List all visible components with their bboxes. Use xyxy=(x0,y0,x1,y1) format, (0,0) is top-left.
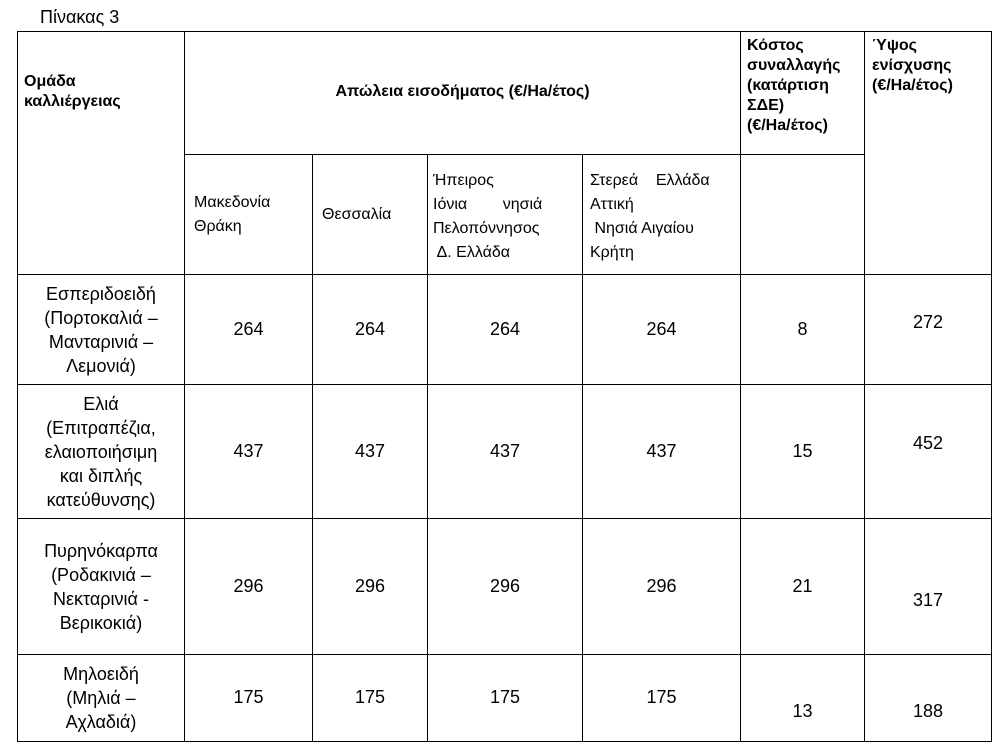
cell-value: 175 xyxy=(354,687,386,707)
header-region-sterea-crete: Στερεά Ελλάδα Αττική Νησιά Αιγαίου Κρήτη xyxy=(590,172,710,261)
header-crop-group: Ομάδα καλλιέργειας xyxy=(24,73,121,110)
row-group-stone-fruit: Πυρηνόκαρπα (Ροδακινιά – Νεκταρινιά - Βερικοκιά) xyxy=(44,540,158,633)
table-divider xyxy=(184,154,865,155)
cell-support: 452 xyxy=(912,433,944,453)
cell-support: 188 xyxy=(912,701,944,721)
row-group-pome-fruit: Μηλοειδή (Μηλιά – Αχλαδιά) xyxy=(63,664,139,732)
header-region-thessaly: Θεσσαλία xyxy=(322,206,392,223)
cell-value: 437 xyxy=(233,441,264,461)
table-border-top xyxy=(17,31,992,32)
cell-transaction-cost: 21 xyxy=(792,576,813,596)
cell-value: 437 xyxy=(646,441,677,461)
cell-transaction-cost: 13 xyxy=(792,701,813,721)
header-region-epirus-peloponnese: Ήπειρος Ιόνια νησιά Πελοπόννησος Δ. Ελλάδα xyxy=(433,172,543,261)
cell-value: 175 xyxy=(646,687,677,707)
cell-value: 264 xyxy=(646,319,677,339)
cell-transaction-cost: 15 xyxy=(792,441,813,461)
cell-value: 264 xyxy=(233,319,264,339)
table-caption: Πίνακας 3 xyxy=(40,7,120,27)
cell-value: 175 xyxy=(489,687,521,707)
header-transaction-cost: Κόστος συναλλαγής (κατάρτιση ΣΔΕ) (€/Ha/έτος) xyxy=(747,37,841,134)
table-border-bottom xyxy=(17,741,992,742)
cell-value: 175 xyxy=(233,687,264,707)
cell-support: 272 xyxy=(912,312,944,332)
header-region-macedonia-thrace: Μακεδονία Θράκη xyxy=(194,194,271,235)
cell-value: 264 xyxy=(489,319,521,339)
table-divider xyxy=(17,654,992,655)
table-divider xyxy=(17,518,992,519)
table-divider xyxy=(740,31,741,742)
cell-support: 317 xyxy=(912,590,944,610)
header-income-loss: Απώλεια εισοδήματος (€/Ha/έτος) xyxy=(335,83,590,100)
cell-transaction-cost: 8 xyxy=(797,319,808,339)
cell-value: 296 xyxy=(646,576,677,596)
row-group-citrus: Εσπεριδοειδή (Πορτοκαλιά – Μανταρινιά – Λεμονιά) xyxy=(44,283,158,376)
cell-value: 437 xyxy=(354,441,386,461)
table-divider xyxy=(17,384,992,385)
cell-value: 296 xyxy=(489,576,521,596)
cell-value: 437 xyxy=(489,441,521,461)
cell-value: 296 xyxy=(354,576,386,596)
row-group-olive: Ελιά (Επιτραπέζια, ελαιοποιήσιμη και διπλής κατεύθυνσης) xyxy=(44,393,158,510)
table-divider xyxy=(864,31,865,742)
cell-value: 264 xyxy=(354,319,386,339)
header-support-level: Ύψος ενίσχυσης (€/Ha/έτος) xyxy=(872,37,953,94)
cell-value: 296 xyxy=(233,576,264,596)
table-divider xyxy=(17,274,992,275)
table-divider xyxy=(184,31,185,742)
table-border-right xyxy=(991,31,992,742)
